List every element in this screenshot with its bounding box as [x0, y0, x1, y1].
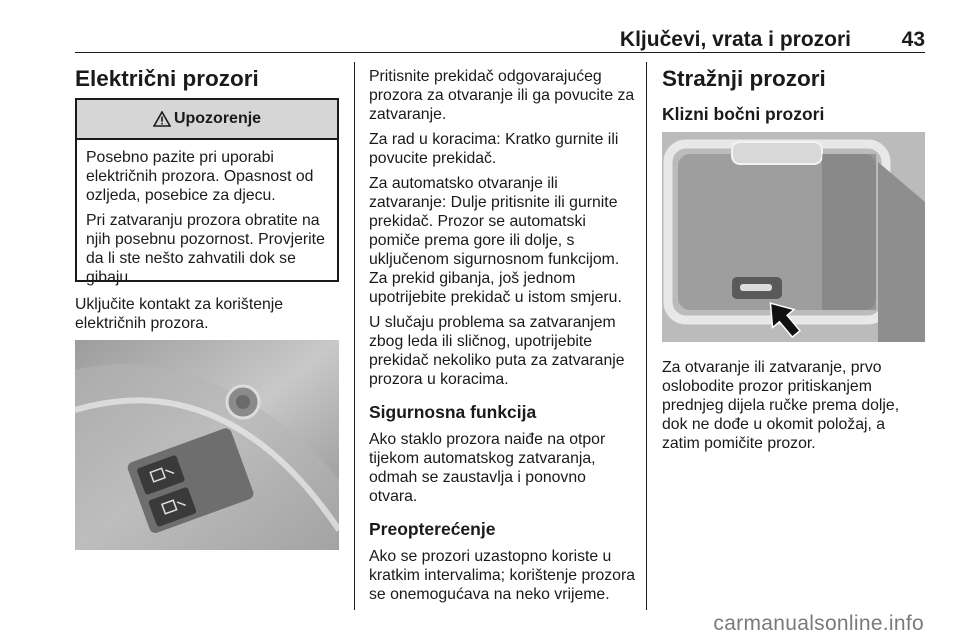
intro-paragraph: Uključite kontakt za korištenje električnih prozora.	[75, 296, 284, 332]
sliding-window-photo	[662, 132, 925, 342]
warning-header	[77, 100, 337, 140]
warning-paragraph-2: Pri zatvaranju prozora obratite na njih posebnu pozornost. Provjerite da li ste nešto zahvatili dok se gibaju.	[86, 212, 325, 286]
section-heading-power-windows: Električni prozori	[75, 66, 259, 91]
warning-triangle-icon	[153, 111, 171, 127]
overload-heading: Preopterećenje	[369, 519, 496, 539]
middle-paragraph-3: Za automatsko otvaranje ili zatvaranje: Dulje pritisnite ili gurnite prekidač. Prozor se automatski pomiče prema gore ili dolje, s uključenom sigurnosnom funkcijom. Za prekid gibanja, još jednom upotrijebite prekidač u istom smjeru.	[369, 175, 622, 306]
overload-text: Ako se prozori uzastopno koriste u kratkim intervalima; korištenje prozora se onemogućava na neko vrijeme.	[369, 548, 636, 603]
sliding-windows-heading: Klizni bočni prozori	[662, 104, 825, 124]
warning-box	[75, 98, 339, 286]
middle-paragraph-4: U slučaju problema sa zatvaranjem zbog leda ili sličnog, upotrijebite prekidač nekoliko puta za zatvaranje prozora u koracima.	[369, 314, 625, 388]
safety-function-heading: Sigurnosna funkcija	[369, 402, 537, 422]
page-header	[75, 28, 925, 52]
middle-paragraph-2: Za rad u koracima: Kratko gurnite ili povucite prekidač.	[369, 131, 619, 167]
chapter-title: Ključevi, vrata i prozori	[619, 28, 851, 51]
warning-title: Upozorenje	[173, 110, 262, 127]
warning-paragraph-1: Posebno pazite pri uporabi električnih prozora. Opasnost od ozljeda, posebice za djecu.	[86, 149, 314, 204]
column-divider-2	[646, 62, 647, 610]
window-switch-photo	[75, 340, 339, 550]
safety-function-text: Ako staklo prozora naiđe na otpor tijekom automatskog zatvaranja, odmah se zaustavlja i ponovno otvara.	[369, 431, 606, 505]
section-heading-rear-windows: Stražnji prozori	[662, 66, 826, 91]
header-rule	[75, 52, 925, 53]
sliding-window-caption: Za otvaranje ili zatvaranje, prvo oslobodite prozor pritiskanjem prednjeg dijela ručke prema dolje, dok ne dođe u okomit položaj, a zatim pomičite prozor.	[662, 359, 900, 452]
watermark: carmanualsonline.info	[713, 612, 924, 635]
middle-column	[369, 67, 637, 604]
middle-paragraph-1: Pritisnite prekidač odgovarajućeg prozora za otvaranje ili ga povucite za zatvaranje.	[369, 68, 635, 123]
page-number: 43	[901, 28, 925, 51]
column-divider-1	[354, 62, 355, 610]
